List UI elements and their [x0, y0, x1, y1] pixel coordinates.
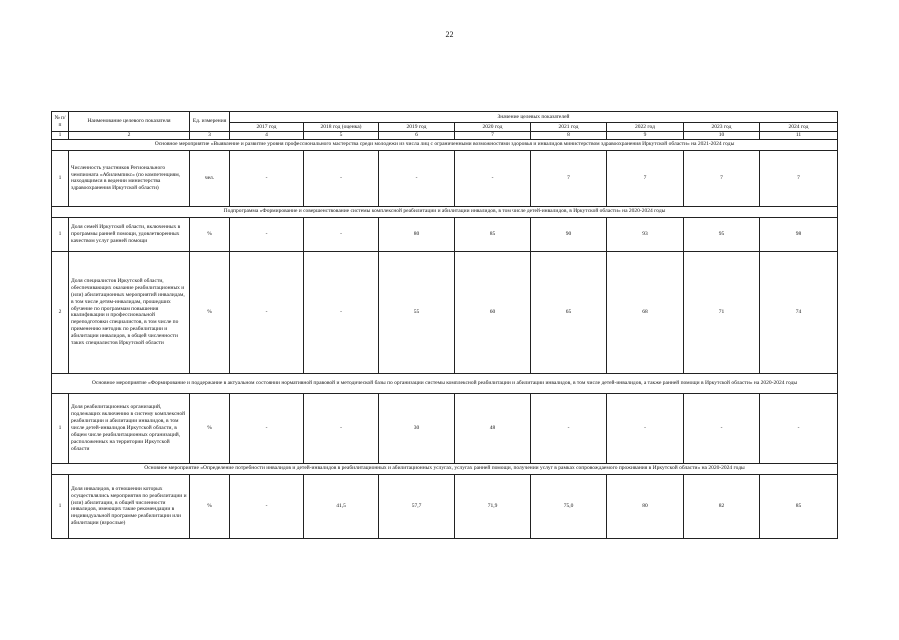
header-year: 2020 год [455, 123, 531, 132]
col-number: 11 [760, 132, 838, 140]
header-year: 2021 год [531, 123, 607, 132]
section-title: Основное мероприятие «Формирование и поддержание в актуальном состоянии нормативной правовой и методической базы по организации системы комплексной реабилитации и абилитации инвалидов, в том числе детей-инвалидов, а также ранней помощи в Иркутской области» на 2020-2024 годы [52, 373, 838, 393]
section-title: Подпрограмма «Формирование и совершенствование системы комплексной реабилитации и абилитации инвалидов, в том числе детей-инвалидов, в Иркутской области» на 2020-2024 годы [52, 206, 838, 217]
indicator-name: Численность участников Регионального чемпионата «Абилимпикс» (по компетенциям, находящимся в ведении министерства здравоохранения Иркутской области) [69, 150, 190, 206]
value-cell: - [455, 150, 531, 206]
value-cell: 85 [760, 474, 838, 538]
header-year: 2018 год (оценка) [304, 123, 379, 132]
unit: чел. [190, 150, 230, 206]
col-number: 4 [230, 132, 304, 140]
table-row [52, 217, 838, 251]
header-year: 2019 год [379, 123, 455, 132]
table-row [52, 393, 838, 463]
header-year: 2017 год [230, 123, 304, 132]
row-num: 1 [52, 150, 69, 206]
value-cell: - [379, 150, 455, 206]
value-cell: - [304, 217, 379, 251]
value-cell: - [230, 393, 304, 463]
header-unit: Ед. измерения [190, 112, 230, 132]
row-num: 1 [52, 393, 69, 463]
value-cell: 80 [607, 474, 684, 538]
col-number: 8 [531, 132, 607, 140]
value-cell: - [304, 393, 379, 463]
col-number: 2 [69, 132, 190, 140]
unit: % [190, 393, 230, 463]
header-year: 2022 год [607, 123, 684, 132]
value-cell: - [760, 393, 838, 463]
table-row [52, 474, 838, 538]
value-cell: 41,5 [304, 474, 379, 538]
indicator-name: Доля реабилитационных организаций, подлежащих включению в систему комплексной реабилитации и абилитации инвалидов, в том числе детей-инвалидов Иркутской области, в общем числе реабилитационных организаций, расположенных на территории Иркутской области [69, 393, 190, 463]
header-year: 2024 год [760, 123, 838, 132]
col-number: 10 [684, 132, 760, 140]
section-title: Основное мероприятие «Определение потребности инвалидов и детей-инвалидов в реабилитационных и абилитационных услугах, услугах ранней помощи, получении услуг в рамках сопровождаемого проживания в Иркутской области» на 2020-2024 годы [52, 463, 838, 474]
unit: % [190, 251, 230, 373]
value-cell: - [684, 393, 760, 463]
value-cell: 7 [760, 150, 838, 206]
table-row [52, 251, 838, 373]
value-cell: 65 [531, 251, 607, 373]
col-number: 6 [379, 132, 455, 140]
value-cell: 30 [379, 393, 455, 463]
section-title: Основное мероприятие «Выявление и развитие уровня профессионального мастерства среди молодежи из числа лиц с ограниченными возможностями здоровья и инвалидов министерством здравоохранения Иркутской области» на 2021-2024 годы [52, 139, 838, 150]
value-cell: - [230, 474, 304, 538]
value-cell: 7 [531, 150, 607, 206]
header-year: 2023 год [684, 123, 760, 132]
value-cell: 48 [455, 393, 531, 463]
value-cell: 95 [684, 217, 760, 251]
row-num: 1 [52, 217, 69, 251]
row-num: 2 [52, 251, 69, 373]
row-num: 1 [52, 474, 69, 538]
value-cell: 93 [607, 217, 684, 251]
table-row [52, 150, 838, 206]
indicator-name: Доля инвалидов, в отношении которых осуществлялись мероприятия по реабилитации и (или) абилитации, в общей численности инвалидов, имеющих такие рекомендации в индивидуальной программе реабилитации или абилитации (взрослые) [69, 474, 190, 538]
value-cell: 82 [684, 474, 760, 538]
value-cell: 60 [455, 251, 531, 373]
value-cell: 7 [684, 150, 760, 206]
value-cell: 98 [760, 217, 838, 251]
value-cell: 71 [684, 251, 760, 373]
value-cell: 90 [531, 217, 607, 251]
col-number: 9 [607, 132, 684, 140]
value-cell: 57,7 [379, 474, 455, 538]
value-cell: - [531, 393, 607, 463]
value-cell: 75,0 [531, 474, 607, 538]
col-number: 3 [190, 132, 230, 140]
value-cell: 85 [455, 217, 531, 251]
target-indicators-table [51, 111, 838, 539]
header-num: № п/п [52, 112, 69, 132]
value-cell: 7 [607, 150, 684, 206]
value-cell: - [304, 251, 379, 373]
value-cell: 74 [760, 251, 838, 373]
col-number: 7 [455, 132, 531, 140]
unit: % [190, 474, 230, 538]
value-cell: 55 [379, 251, 455, 373]
value-cell: - [607, 393, 684, 463]
header-values: Значение целевых показателей [230, 112, 838, 123]
header-name: Наименование целевого показателя [69, 112, 190, 132]
value-cell: - [304, 150, 379, 206]
col-number: 1 [52, 132, 69, 140]
indicator-name: Доля семей Иркутской области, включенных в программы ранней помощи, удовлетворенных качеством услуг ранней помощи [69, 217, 190, 251]
value-cell: 80 [379, 217, 455, 251]
value-cell: - [230, 150, 304, 206]
unit: % [190, 217, 230, 251]
col-number: 5 [304, 132, 379, 140]
value-cell: - [230, 217, 304, 251]
value-cell: - [230, 251, 304, 373]
value-cell: 68 [607, 251, 684, 373]
indicator-name: Доля специалистов Иркутской области, обеспечивающих оказание реабилитационных и (или) абилитационных мероприятий инвалидам, в том числе детям-инвалидам, прошедших обучение по программам повышения квалификации и профессиональной переподготовки специалистов, в том числе по применению методик по реабилитации и абилитации инвалидов, в общей численности таких специалистов Иркутской области [69, 251, 190, 373]
page-number: 22 [445, 30, 454, 39]
value-cell: 71,9 [455, 474, 531, 538]
